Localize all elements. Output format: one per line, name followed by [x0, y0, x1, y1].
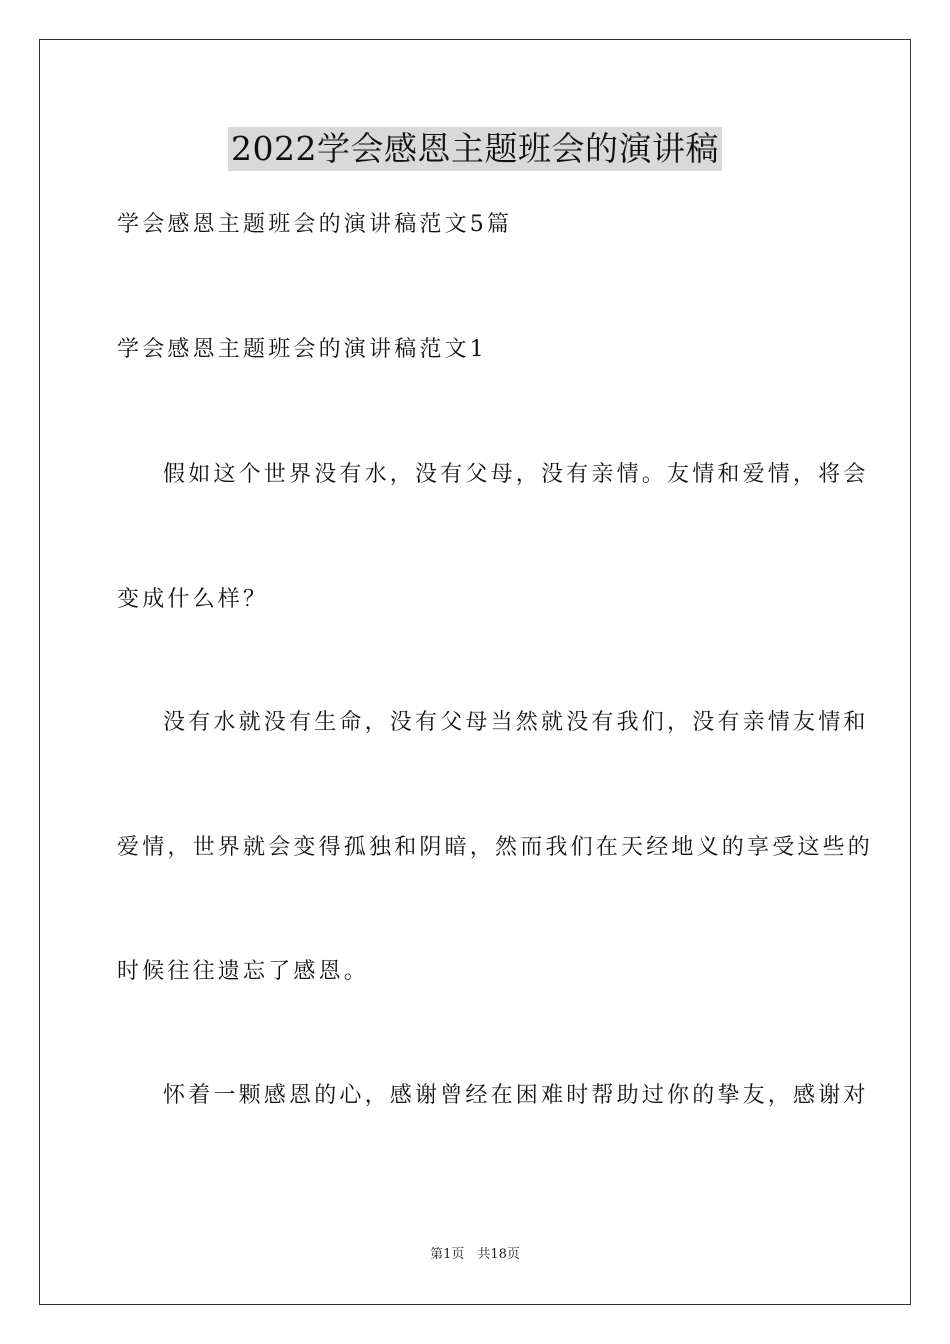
document-title: 2022学会感恩主题班会的演讲稿 — [228, 127, 722, 171]
paragraph-line: 变成什么样？ — [117, 587, 269, 612]
title-container — [0, 127, 950, 171]
subtitle-line: 学会感恩主题班会的演讲稿范文5篇 — [117, 212, 513, 237]
section-heading: 学会感恩主题班会的演讲稿范文1 — [117, 337, 487, 362]
page-number-footer: 第1页 共18页 — [430, 1247, 520, 1262]
paragraph-line: 没有水就没有生命，没有父母当然就没有我们，没有亲情友情和 — [163, 710, 869, 735]
paragraph-line: 假如这个世界没有水，没有父母，没有亲情。友情和爱情，将会 — [163, 462, 869, 487]
paragraph-line: 爱情，世界就会变得孤独和阴暗，然而我们在天经地义的享受这些的 — [117, 835, 874, 860]
paragraph-line: 时候往往遗忘了感恩。 — [117, 959, 370, 984]
paragraph-line: 怀着一颗感恩的心，感谢曾经在困难时帮助过你的挚友，感谢对 — [163, 1083, 869, 1108]
